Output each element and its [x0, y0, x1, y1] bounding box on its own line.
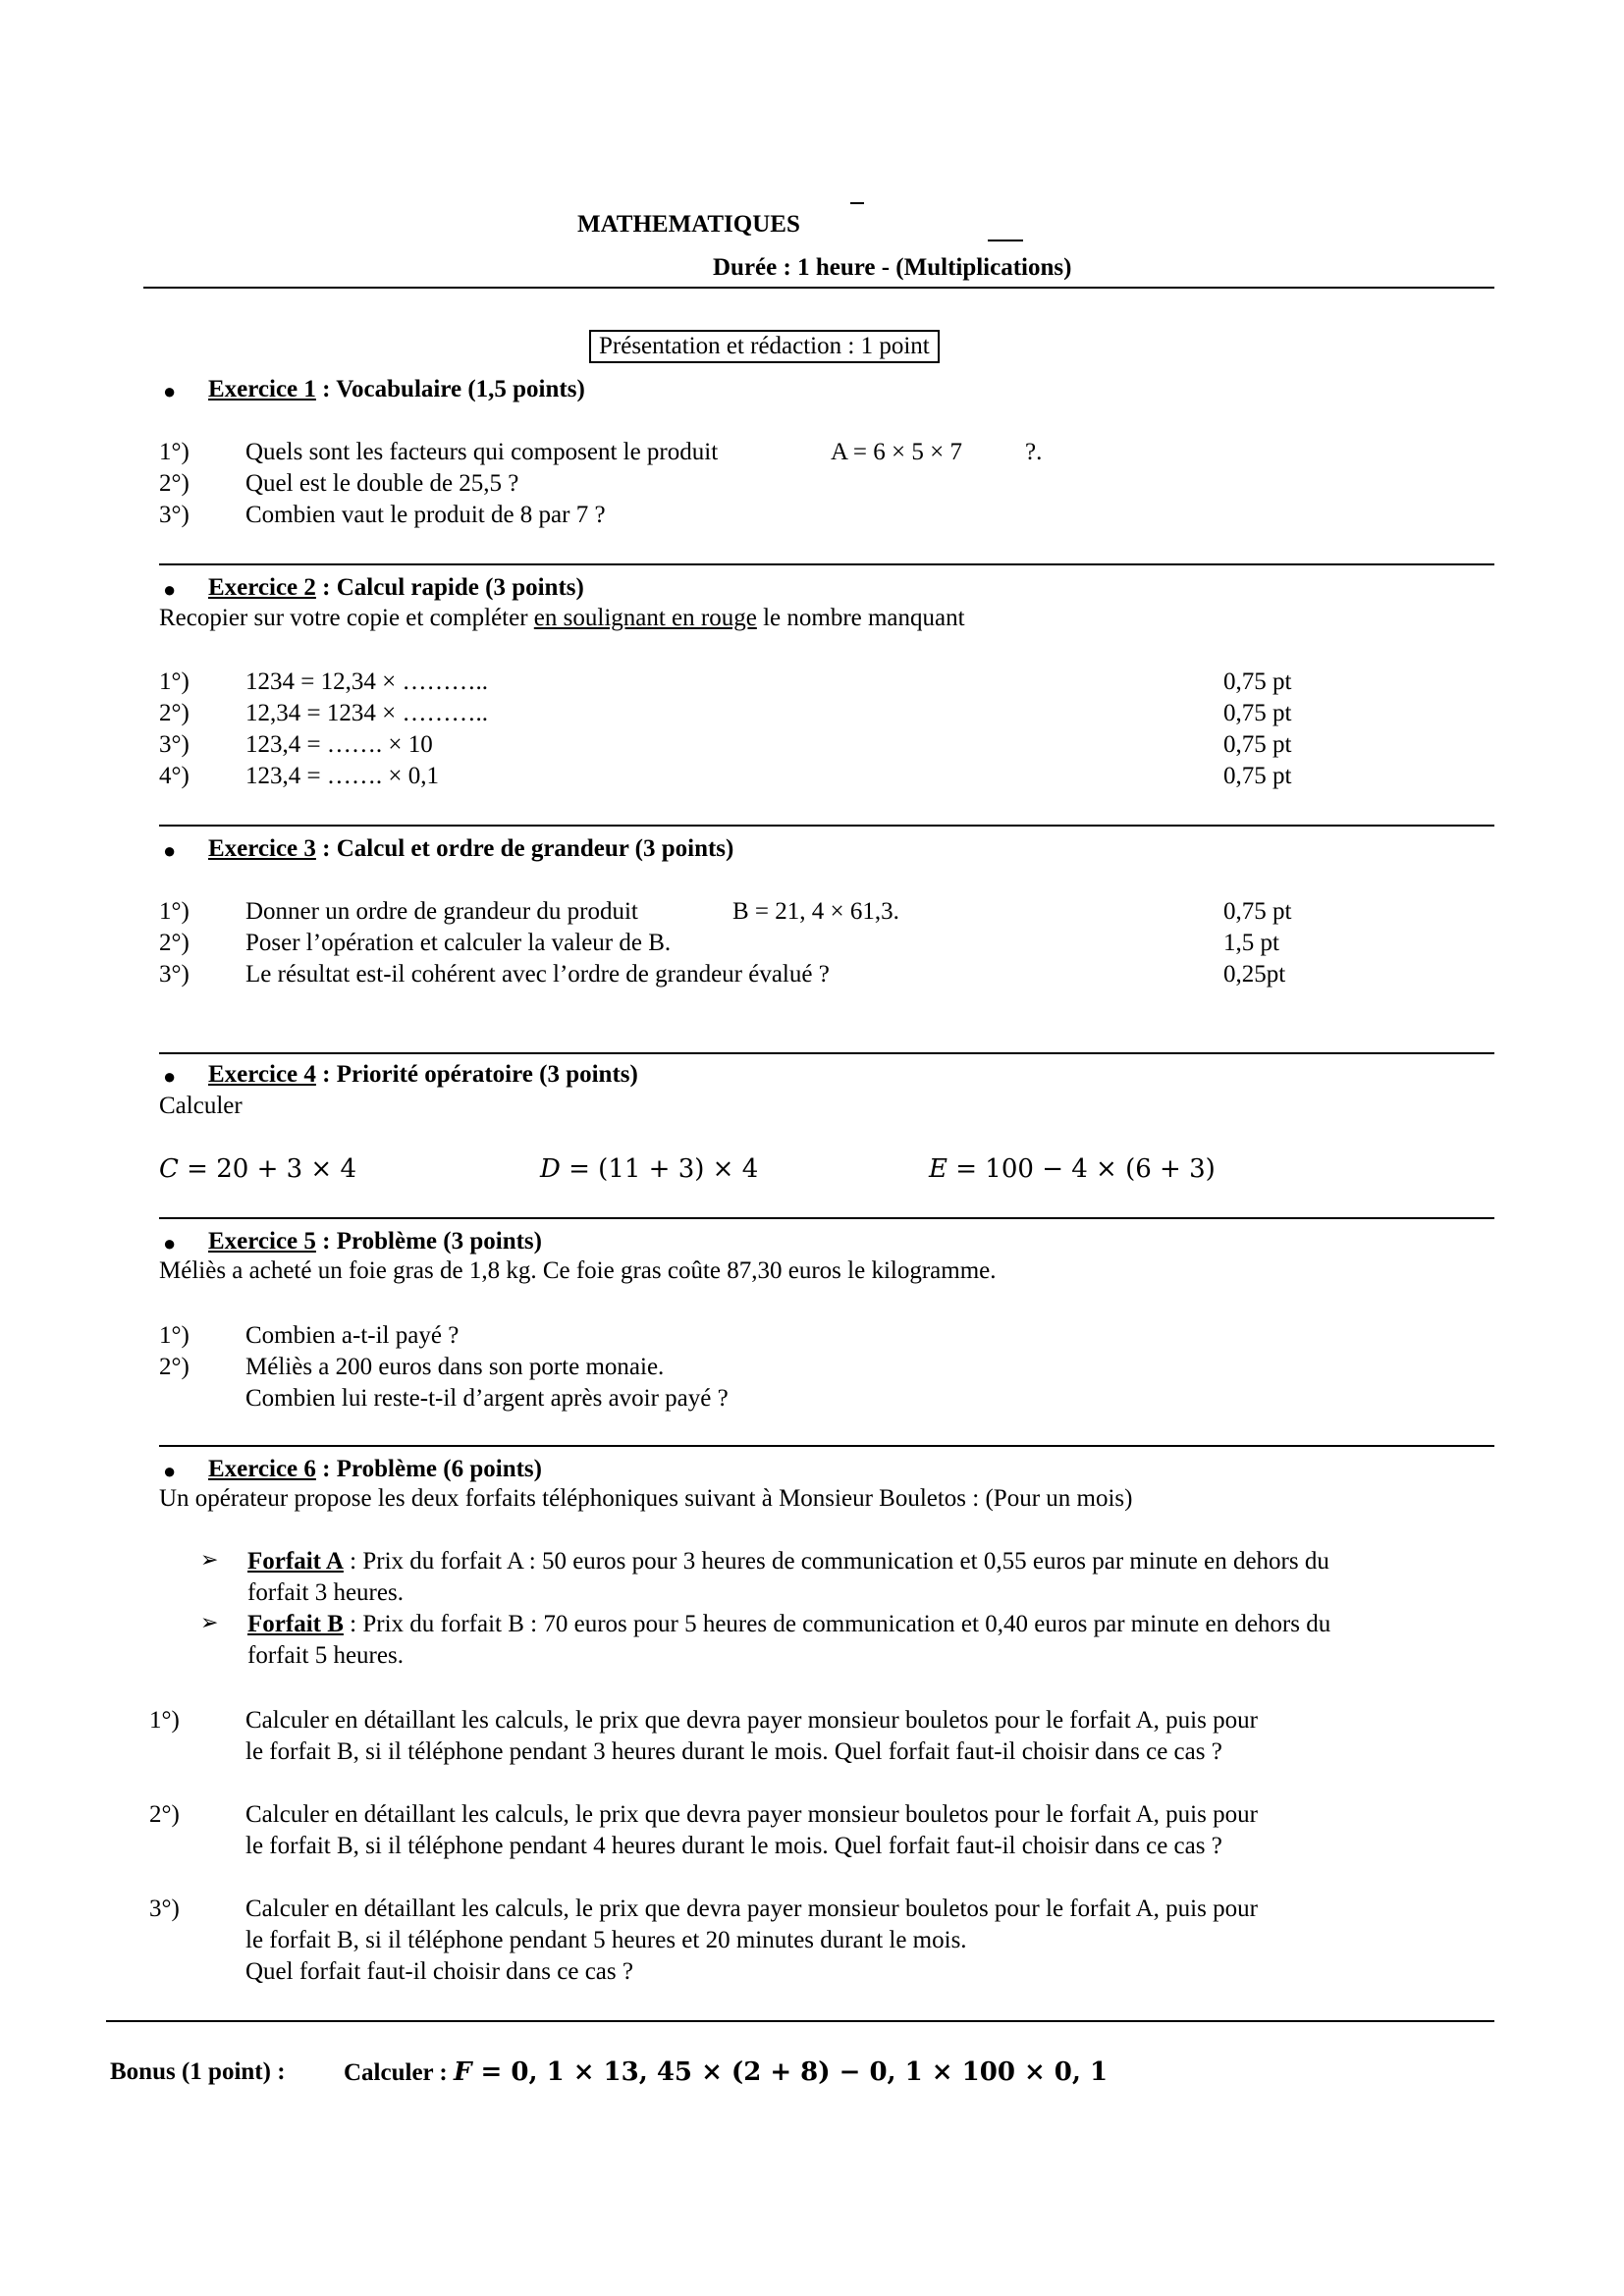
exercise-4-title: Exercice 4 : Priorité opératoire (3 points): [208, 1061, 638, 1088]
section-rule: [106, 2020, 1494, 2022]
item-number: 1°): [149, 1707, 180, 1734]
expression-c: C = 20 + 3 × 4: [159, 1154, 357, 1184]
item-number: 2°): [159, 700, 189, 726]
question-text: Combien vaut le produit de 8 par 7 ?: [245, 502, 606, 528]
question-text: Quels sont les facteurs qui composent le produit: [245, 439, 719, 465]
presentation-box: Présentation et rédaction : 1 point: [589, 330, 940, 363]
question-text: Quel est le double de 25,5 ?: [245, 470, 519, 497]
item-number: 2°): [159, 1354, 189, 1380]
item-number: 1°): [159, 439, 189, 465]
question-text: le forfait B, si il téléphone pendant 5 heures et 20 minutes durant le mois.: [245, 1927, 967, 1953]
question-text: Calculer en détaillant les calculs, le prix que devra payer monsieur bouletos pour le forfait A, puis pour: [245, 1801, 1258, 1828]
section-rule: [159, 1445, 1494, 1447]
points-value: 0,25pt: [1223, 961, 1286, 988]
header-mark: [988, 240, 1023, 241]
question-text: Calculer en détaillant les calculs, le prix que devra payer monsieur bouletos pour le forfait A, puis pour: [245, 1707, 1258, 1734]
page-title: MATHEMATIQUES: [577, 211, 800, 238]
question-expression: B = 21, 4 × 61,3.: [732, 898, 899, 925]
item-number: 2°): [159, 930, 189, 956]
question-text: Combien lui reste-t-il d’argent après avoir payé ?: [245, 1385, 729, 1412]
points-value: 0,75 pt: [1223, 731, 1292, 758]
section-rule: [159, 825, 1494, 827]
question-text: Calculer en détaillant les calculs, le prix que devra payer monsieur bouletos pour le forfait A, puis pour: [245, 1896, 1258, 1922]
bullet: ●: [163, 1231, 177, 1255]
exercise-6-intro: Un opérateur propose les deux forfaits téléphoniques suivant à Monsieur Bouletos : (Pour un mois): [159, 1485, 1133, 1512]
question-text: 123,4 = ……. × 0,1: [245, 763, 439, 789]
section-rule: [159, 563, 1494, 565]
item-number: 1°): [159, 1322, 189, 1349]
item-number: 2°): [149, 1801, 180, 1828]
item-number: 3°): [159, 502, 189, 528]
header-mark: [850, 202, 864, 204]
exercise-3-title: Exercice 3 : Calcul et ordre de grandeur (3 points): [208, 835, 734, 862]
points-value: 0,75 pt: [1223, 763, 1292, 789]
item-number: 4°): [159, 763, 189, 789]
exercise-2-intro: Recopier sur votre copie et compléter en soulignant en rouge le nombre manquant: [159, 605, 965, 631]
expression-d: D = (11 + 3) × 4: [540, 1154, 759, 1184]
question-expression: A = 6 × 5 × 7: [831, 439, 962, 465]
points-value: 0,75 pt: [1223, 898, 1292, 925]
question-text: Méliès a 200 euros dans son porte monaie.: [245, 1354, 665, 1380]
question-text: Poser l’opération et calculer la valeur de B.: [245, 930, 672, 956]
bonus-label: Bonus (1 point) :: [110, 2058, 286, 2085]
forfait-b-line: forfait 5 heures.: [247, 1642, 404, 1669]
item-number: 3°): [159, 961, 189, 988]
bullet: ●: [163, 379, 177, 403]
exercise-2-title: Exercice 2 : Calcul rapide (3 points): [208, 574, 584, 601]
duration-line: Durée : 1 heure - (Multiplications): [713, 254, 1072, 281]
exercise-6-title: Exercice 6 : Problème (6 points): [208, 1456, 542, 1482]
question-text: Quel forfait faut-il choisir dans ce cas ?: [245, 1958, 633, 1985]
question-text: 12,34 = 1234 × ………..: [245, 700, 488, 726]
exercise-5-title: Exercice 5 : Problème (3 points): [208, 1228, 542, 1255]
bonus-question: Calculer : F = 0, 1 × 13, 45 × (2 + 8) − 0, 1 × 100 × 0, 1: [344, 2057, 1109, 2087]
question-text: Le résultat est-il cohérent avec l’ordre de grandeur évalué ?: [245, 961, 830, 988]
question-text: Combien a-t-il payé ?: [245, 1322, 460, 1349]
forfait-a-line: forfait 3 heures.: [247, 1579, 404, 1606]
item-number: 2°): [159, 470, 189, 497]
item-number: 1°): [159, 898, 189, 925]
item-number: 3°): [149, 1896, 180, 1922]
bullet: ●: [163, 838, 177, 863]
bullet: ●: [163, 577, 177, 602]
item-number: 3°): [159, 731, 189, 758]
header-rule: [143, 287, 1494, 289]
points-value: 0,75 pt: [1223, 668, 1292, 695]
question-text: le forfait B, si il téléphone pendant 3 heures durant le mois. Quel forfait faut-il choisir dans ce cas ?: [245, 1738, 1222, 1765]
question-text: 123,4 = ……. × 10: [245, 731, 433, 758]
bullet: ●: [163, 1064, 177, 1089]
exercise-1-title: Exercice 1 : Vocabulaire (1,5 points): [208, 376, 585, 402]
question-text: le forfait B, si il téléphone pendant 4 heures durant le mois. Quel forfait faut-il choisir dans ce cas ?: [245, 1833, 1222, 1859]
section-rule: [159, 1217, 1494, 1219]
arrow-bullet-icon: ➢: [200, 1547, 219, 1572]
forfait-b-line: Forfait B : Prix du forfait B : 70 euros pour 5 heures de communication et 0,40 euros par minute en dehors du: [247, 1611, 1331, 1637]
question-end: ?.: [1025, 439, 1043, 465]
question-text: Donner un ordre de grandeur du produit: [245, 898, 638, 925]
section-rule: [159, 1052, 1494, 1054]
arrow-bullet-icon: ➢: [200, 1610, 219, 1634]
exercise-4-intro: Calculer: [159, 1093, 243, 1119]
exercise-5-intro: Méliès a acheté un foie gras de 1,8 kg. Ce foie gras coûte 87,30 euros le kilogramme.: [159, 1257, 997, 1284]
points-value: 1,5 pt: [1223, 930, 1279, 956]
points-value: 0,75 pt: [1223, 700, 1292, 726]
question-text: 1234 = 12,34 × ………..: [245, 668, 488, 695]
forfait-a-line: Forfait A : Prix du forfait A : 50 euros pour 3 heures de communication et 0,55 euros par minute en dehors du: [247, 1548, 1329, 1575]
bullet: ●: [163, 1459, 177, 1483]
expression-e: E = 100 − 4 × (6 + 3): [929, 1154, 1216, 1184]
item-number: 1°): [159, 668, 189, 695]
